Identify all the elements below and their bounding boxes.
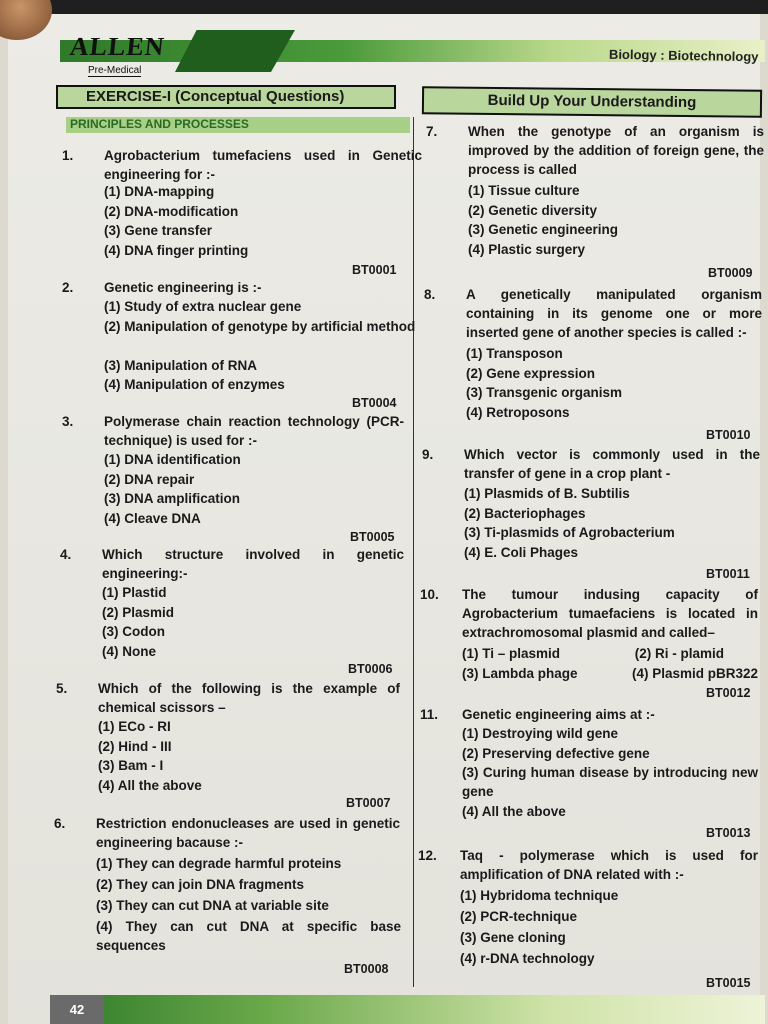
- option: (3) Ti-plasmids of Agrobacterium: [464, 525, 675, 540]
- options: [104, 450, 422, 528]
- option: (4) Cleave DNA: [104, 510, 201, 526]
- question-number: 12.: [418, 848, 437, 863]
- options: [462, 724, 758, 822]
- question-code: BT0009: [708, 266, 753, 280]
- option: (1) Study of extra nuclear gene: [104, 299, 302, 314]
- question-stem: Genetic engineering is :-: [104, 280, 262, 295]
- footer-band: [50, 995, 765, 1024]
- options: [96, 854, 401, 959]
- option: (1) Hybridoma technique: [460, 888, 619, 903]
- option: (4) Plastic surgery: [468, 241, 586, 257]
- question-number: 9.: [422, 447, 434, 462]
- option: (3) Lambda phage: [462, 665, 578, 681]
- question-stem: Agrobacterium tumefaciens used in Genetic engineering for :-: [104, 148, 422, 182]
- options: [98, 717, 416, 795]
- question-code: BT0015: [706, 976, 751, 990]
- question-number: 4.: [60, 547, 72, 562]
- allen-logo: ALLEN: [68, 32, 167, 61]
- question-code: BT0006: [348, 662, 393, 676]
- question-code: BT0010: [706, 428, 751, 442]
- option: (4) DNA finger printing: [104, 242, 249, 258]
- exercise-title: EXERCISE-I (Conceptual Questions): [56, 85, 396, 109]
- options: [466, 344, 762, 422]
- option: (3) DNA amplification: [104, 491, 241, 506]
- question-code: BT0012: [706, 686, 751, 700]
- option: (4) Retroposons: [466, 404, 570, 420]
- option: (4) All the above: [462, 804, 566, 819]
- option: (1) Tissue culture: [468, 183, 580, 198]
- question-code: BT0001: [352, 263, 397, 277]
- option: (1) ECo - RI: [98, 719, 171, 734]
- question-stem: Restriction endonucleases are used in genetic engineering bacause :-: [96, 816, 400, 850]
- build-title: Build Up Your Understanding: [422, 86, 762, 118]
- question-stem: Genetic engineering aims at :-: [462, 707, 655, 722]
- option: (4) They can cut DNA at specific base sequences: [96, 919, 401, 953]
- option: (4) All the above: [98, 777, 202, 793]
- question-number: 5.: [56, 681, 68, 696]
- question-stem: Polymerase chain reaction technology (PCR-technique) is used for :-: [104, 414, 404, 448]
- question-code: BT0011: [706, 567, 750, 581]
- option: (2) DNA repair: [104, 471, 195, 487]
- option: (1) Ti – plasmid: [462, 646, 561, 661]
- option: (1) Plastid: [102, 585, 167, 600]
- option: (2) Plasmid: [102, 604, 175, 620]
- option: (4) E. Coli Phages: [464, 544, 579, 560]
- option: (2) Genetic diversity: [468, 202, 598, 218]
- option: (2) Gene expression: [466, 365, 596, 381]
- question-code: BT0004: [352, 396, 397, 410]
- option-row: [462, 664, 758, 684]
- option: (2) Hind - III: [98, 738, 172, 754]
- option: (3) Transgenic organism: [466, 385, 623, 400]
- options: [460, 886, 756, 969]
- option: (4) r-DNA technology: [460, 951, 595, 966]
- option: (3) Gene cloning: [460, 930, 566, 945]
- question-stem: Which of the following is the example of chemical scissors –: [98, 681, 400, 715]
- option: (2) Preserving defective gene: [462, 745, 650, 761]
- question-number: 8.: [424, 287, 436, 302]
- question-number: 10.: [420, 587, 439, 602]
- option: (2) PCR-technique: [460, 909, 578, 924]
- section-heading: PRINCIPLES AND PROCESSES: [66, 117, 410, 133]
- options: [104, 182, 422, 260]
- option: (3) Codon: [102, 624, 165, 639]
- question-code: BT0013: [706, 826, 751, 840]
- options: [468, 181, 764, 259]
- question-number: 3.: [62, 414, 74, 429]
- option: (1) DNA-mapping: [104, 184, 215, 199]
- question-stem: Taq - polymerase which is used for amplification of DNA related with :-: [460, 848, 758, 882]
- option: (3) Bam - I: [98, 758, 164, 773]
- question-number: 1.: [62, 148, 74, 163]
- options: [104, 297, 422, 395]
- option: (3) They can cut DNA at variable site: [96, 898, 329, 913]
- question-number: 6.: [54, 816, 66, 831]
- option: (3) Genetic engineering: [468, 222, 619, 237]
- question-number: 7.: [426, 124, 438, 139]
- subject-title: Biology : Biotechnology: [608, 46, 759, 65]
- option: (3) Curing human disease by introducing new gene: [462, 765, 758, 799]
- question-number: 11.: [420, 707, 439, 722]
- option: (4) None: [102, 643, 156, 659]
- option: (3) Gene transfer: [104, 223, 213, 238]
- option: (4) Plasmid pBR322: [631, 665, 758, 681]
- option: (1) DNA identification: [104, 452, 241, 467]
- option: (2) Ri - plamid: [634, 646, 724, 661]
- question-code: BT0007: [346, 796, 391, 810]
- options: [102, 583, 420, 661]
- options: [464, 484, 760, 562]
- option: (1) They can degrade harmful proteins: [96, 856, 342, 871]
- question-stem: When the genotype of an organism is improved by the addition of foreign gene, the process is called: [468, 124, 764, 177]
- question-code: BT0005: [350, 530, 395, 544]
- option: (2) They can join DNA fragments: [96, 877, 305, 892]
- option: (3) Manipulation of RNA: [104, 357, 257, 373]
- option: (2) Bacteriophages: [464, 505, 586, 521]
- option: (2) DNA-modification: [104, 203, 239, 219]
- option: (4) Manipulation of enzymes: [104, 377, 285, 392]
- question-stem: Which structure involved in genetic engineering:-: [102, 547, 404, 581]
- option: (2) Manipulation of genotype by artificial method: [104, 318, 416, 334]
- question-stem: A genetically manipulated organism containing in its genome one or more inserted gene of another species is called :-: [466, 287, 762, 340]
- option: (1) Transposon: [466, 346, 563, 361]
- option-row: [462, 644, 758, 664]
- top-edge: [0, 0, 768, 14]
- logo-subtitle: Pre-Medical: [88, 65, 142, 76]
- options: [462, 644, 758, 683]
- question-code: BT0008: [344, 962, 389, 976]
- option: (1) Plasmids of B. Subtilis: [464, 486, 630, 501]
- page-number: 42: [50, 995, 104, 1024]
- question-stem: The tumour indusing capacity of Agrobacterium tumaefaciens is located in extrachromosomal plasmid and called–: [462, 587, 758, 640]
- question-stem: Which vector is commonly used in the transfer of gene in a crop plant -: [464, 447, 760, 481]
- option: (1) Destroying wild gene: [462, 726, 619, 741]
- question-number: 2.: [62, 280, 74, 295]
